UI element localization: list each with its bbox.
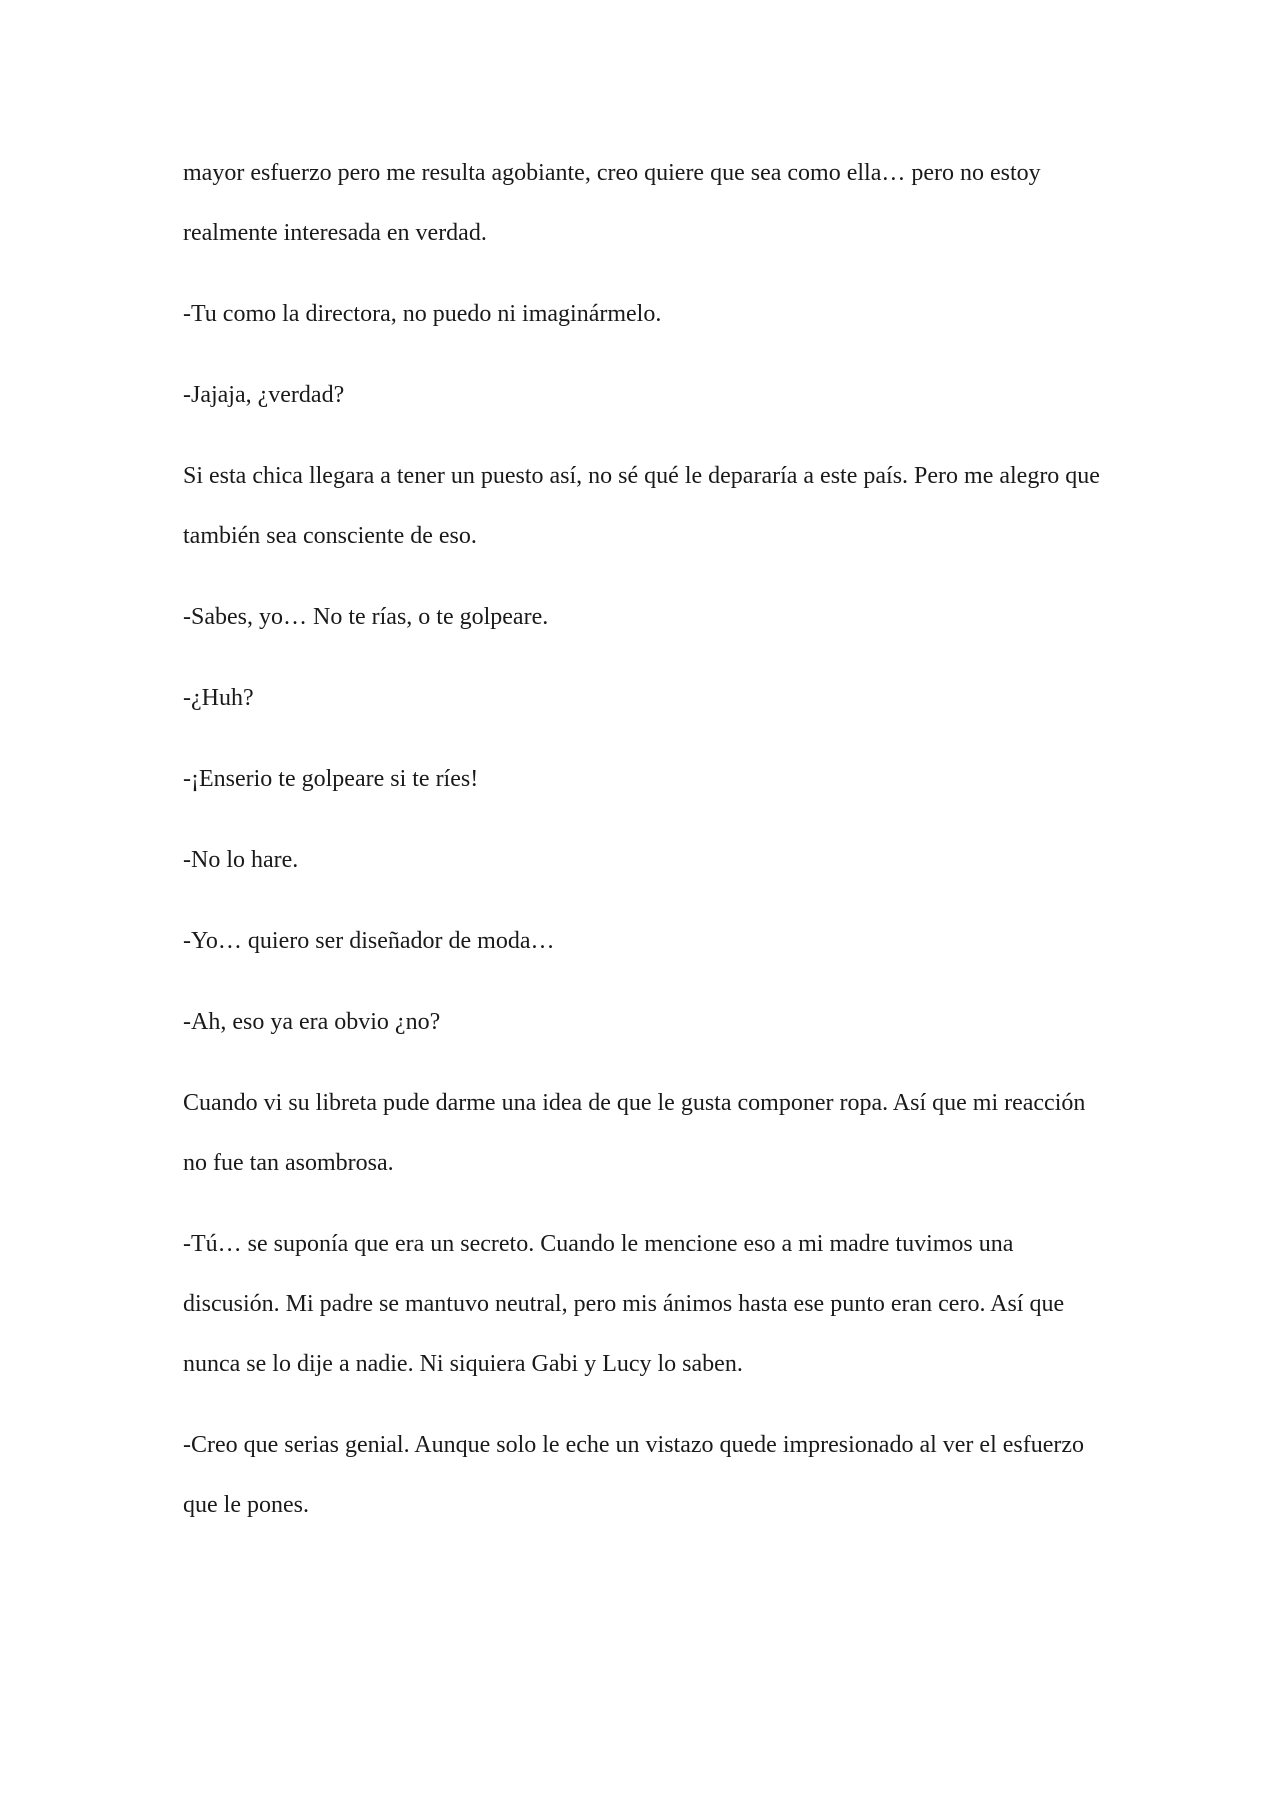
paragraph: -Yo… quiero ser diseñador de moda…	[183, 928, 555, 954]
paragraph: Si esta chica llegara a tener un puesto así, no sé qué le depararía a este país. Pero me alegro que también sea consciente de eso.	[183, 463, 1100, 549]
paragraph: -No lo hare.	[183, 847, 299, 873]
paragraph: -¿Huh?	[183, 685, 254, 711]
paragraph: -Creo que serias genial. Aunque solo le eche un vistazo quede impresionado al ver el esfuerzo que le pones.	[183, 1432, 1085, 1518]
paragraph: mayor esfuerzo pero me resulta agobiante, creo quiere que sea como ella… pero no estoy realmente interesada en verdad.	[183, 160, 1041, 246]
body-text	[183, 143, 1103, 1556]
paragraph: -Ah, eso ya era obvio ¿no?	[183, 1009, 441, 1035]
paragraph: -Tu como la directora, no puedo ni imaginármelo.	[183, 301, 662, 327]
paragraph: -¡Enserio te golpeare si te ríes!	[183, 766, 479, 792]
paragraph: -Tú… se suponía que era un secreto. Cuando le mencione eso a mi madre tuvimos una discusión. Mi padre se mantuvo neutral, pero mis ánimos hasta ese punto eran cero. Así que nunca se lo dije a nadie. Ni siquiera Gabi y Lucy lo saben.	[183, 1231, 1065, 1377]
paragraph: -Sabes, yo… No te rías, o te golpeare.	[183, 604, 549, 630]
paragraph: Cuando vi su libreta pude darme una idea de que le gusta componer ropa. Así que mi reacción no fue tan asombrosa.	[183, 1090, 1086, 1176]
paragraph: -Jajaja, ¿verdad?	[183, 382, 345, 408]
